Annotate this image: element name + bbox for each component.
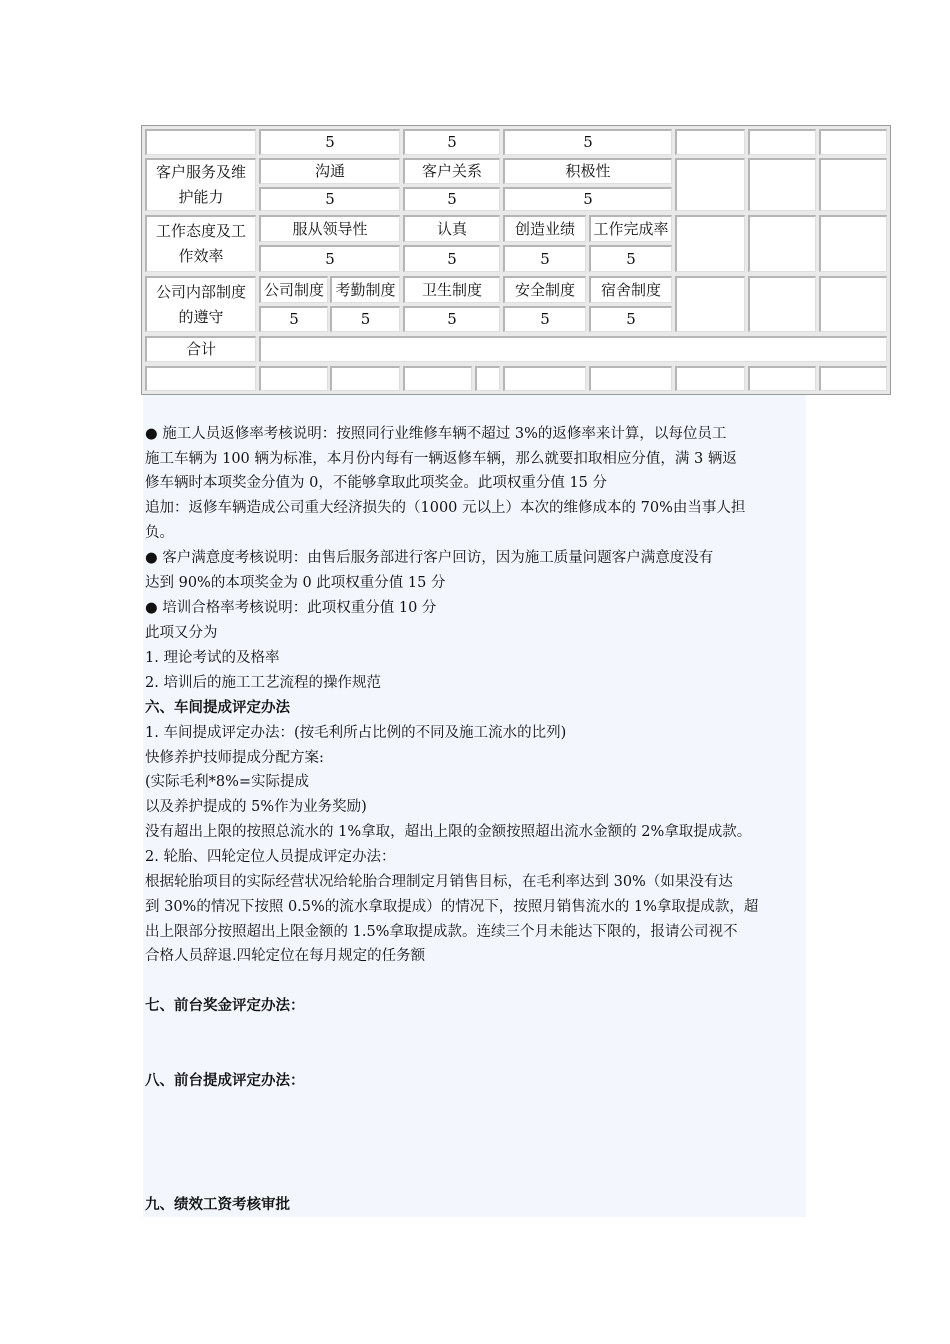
- paragraph-line: 施工车辆为 100 辆为标准，本月份内每有一辆返修车辆，那么就要扣取相应分值，满 3 辆返: [145, 451, 737, 467]
- paragraph-line: 1. 理论考试的及格率: [145, 650, 280, 666]
- criterion-cell: 认真: [403, 215, 500, 242]
- score-cell: 5: [503, 306, 586, 332]
- score-cell: 5: [330, 306, 400, 332]
- table-cell-empty: [589, 366, 672, 391]
- table-cell-empty: [748, 129, 816, 155]
- paragraph-line: ● 培训合格率考核说明：此项权重分值 10 分: [145, 600, 437, 616]
- criterion-cell: 服从领导性: [259, 215, 400, 242]
- score-cell: 5: [403, 187, 500, 211]
- total-value-cell: [259, 336, 887, 362]
- total-label: 合计: [145, 336, 256, 362]
- table-cell-empty: [675, 276, 745, 332]
- section-8-title: 八、前台提成评定办法：: [145, 1073, 305, 1089]
- paragraph-line: 达到 90%的本项奖金为 0 此项权重分值 15 分: [145, 575, 446, 591]
- table-cell-empty: [503, 366, 586, 391]
- criterion-cell: 考勤制度: [330, 276, 400, 303]
- table-cell-empty: [675, 366, 745, 391]
- criterion-cell: 公司制度: [259, 276, 328, 303]
- table-cell-empty: [819, 158, 887, 211]
- paragraph-line: (实际毛利*8%=实际提成: [145, 774, 310, 790]
- paragraph-line: 修车辆时本项奖金分值为 0，不能够拿取此项奖金。此项权重分值 15 分: [145, 475, 608, 491]
- table-cell-empty: [145, 366, 256, 391]
- score-cell: 5: [403, 245, 500, 272]
- table-cell-empty: [748, 276, 816, 332]
- section-7-title: 七、前台奖金评定办法：: [145, 998, 305, 1014]
- score-cell: 5: [259, 187, 400, 211]
- criterion-cell: 创造业绩: [503, 215, 586, 242]
- criterion-cell: 卫生制度: [403, 276, 500, 303]
- paragraph-line: 合格人员辞退.四轮定位在每月规定的任务额: [145, 948, 426, 964]
- score-cell: 5: [503, 129, 672, 155]
- criterion-cell: 工作完成率: [589, 215, 672, 242]
- paragraph-line: ● 客户满意度考核说明：由售后服务部进行客户回访，因为施工质量问题客户满意度没有: [145, 550, 714, 566]
- table-cell-empty: [403, 366, 472, 391]
- table-cell-empty: [819, 276, 887, 332]
- table-cell-empty: [819, 129, 887, 155]
- score-cell: 5: [589, 306, 672, 332]
- table-cell-empty: [330, 366, 400, 391]
- row-label-service: 客户服务及维护能力: [145, 158, 256, 211]
- paragraph-line: 追加：返修车辆造成公司重大经济损失的（1000 元以上）本次的维修成本的 70%由当事人担: [145, 500, 746, 516]
- paragraph-line: 根据轮胎项目的实际经营状况给轮胎合理制定月销售目标，在毛利率达到 30%（如果没有达: [145, 874, 733, 890]
- table-cell-empty: [475, 366, 500, 391]
- criterion-cell: 积极性: [503, 158, 672, 184]
- paragraph-line: 2. 轮胎、四轮定位人员提成评定办法：: [145, 849, 396, 865]
- score-cell: 5: [589, 245, 672, 272]
- section-9-title: 九、绩效工资考核审批: [145, 1197, 290, 1213]
- score-cell: 5: [259, 245, 400, 272]
- table-cell-empty: [145, 129, 256, 155]
- criterion-cell: 沟通: [259, 158, 400, 184]
- score-cell: 5: [259, 129, 400, 155]
- score-cell: 5: [403, 306, 500, 332]
- criterion-cell: 安全制度: [503, 276, 586, 303]
- row-label-attitude: 工作态度及工作效率: [145, 215, 256, 272]
- table-cell-empty: [748, 366, 816, 391]
- table-cell-empty: [819, 366, 887, 391]
- paragraph-line: 负。: [145, 525, 174, 541]
- table-cell-empty: [748, 158, 816, 211]
- paragraph-line: ● 施工人员返修率考核说明：按照同行业维修车辆不超过 3%的返修率来计算，以每位员工: [145, 426, 727, 442]
- paragraph-line: 2. 培训后的施工工艺流程的操作规范: [145, 675, 381, 691]
- paragraph-line: 没有超出上限的按照总流水的 1%拿取，超出上限的金额按照超出流水金额的 2%拿取提成款。: [145, 824, 752, 840]
- table-cell-empty: [675, 215, 745, 272]
- table-cell-empty: [259, 366, 328, 391]
- paragraph-line: 此项又分为: [145, 625, 218, 641]
- score-cell: 5: [503, 245, 586, 272]
- paragraph-line: 到 30%的情况下按照 0.5%的流水拿取提成）的情况下，按照月销售流水的 1%拿取提成款，超: [145, 899, 759, 915]
- score-cell: 5: [503, 187, 672, 211]
- score-cell: 5: [259, 306, 328, 332]
- paragraph-line: 出上限部分按照超出上限金额的 1.5%拿取提成款。连续三个月未能达下限的，报请公司视不: [145, 924, 738, 940]
- paragraph-line: 快修养护技师提成分配方案:: [145, 750, 324, 766]
- criterion-cell: 客户关系: [403, 158, 500, 184]
- table-cell-empty: [675, 158, 745, 211]
- table-cell-empty: [819, 215, 887, 272]
- table-cell-empty: [748, 215, 816, 272]
- criterion-cell: 宿舍制度: [589, 276, 672, 303]
- paragraph-line: 以及养护提成的 5%作为业务奖励): [145, 799, 367, 815]
- paragraph-line: 1. 车间提成评定办法：(按毛利所占比例的不同及施工流水的比列): [145, 725, 567, 741]
- row-label-rules: 公司内部制度的遵守: [145, 276, 256, 332]
- score-cell: 5: [403, 129, 500, 155]
- section-6-title: 六、车间提成评定办法: [145, 700, 290, 716]
- table-cell-empty: [675, 129, 745, 155]
